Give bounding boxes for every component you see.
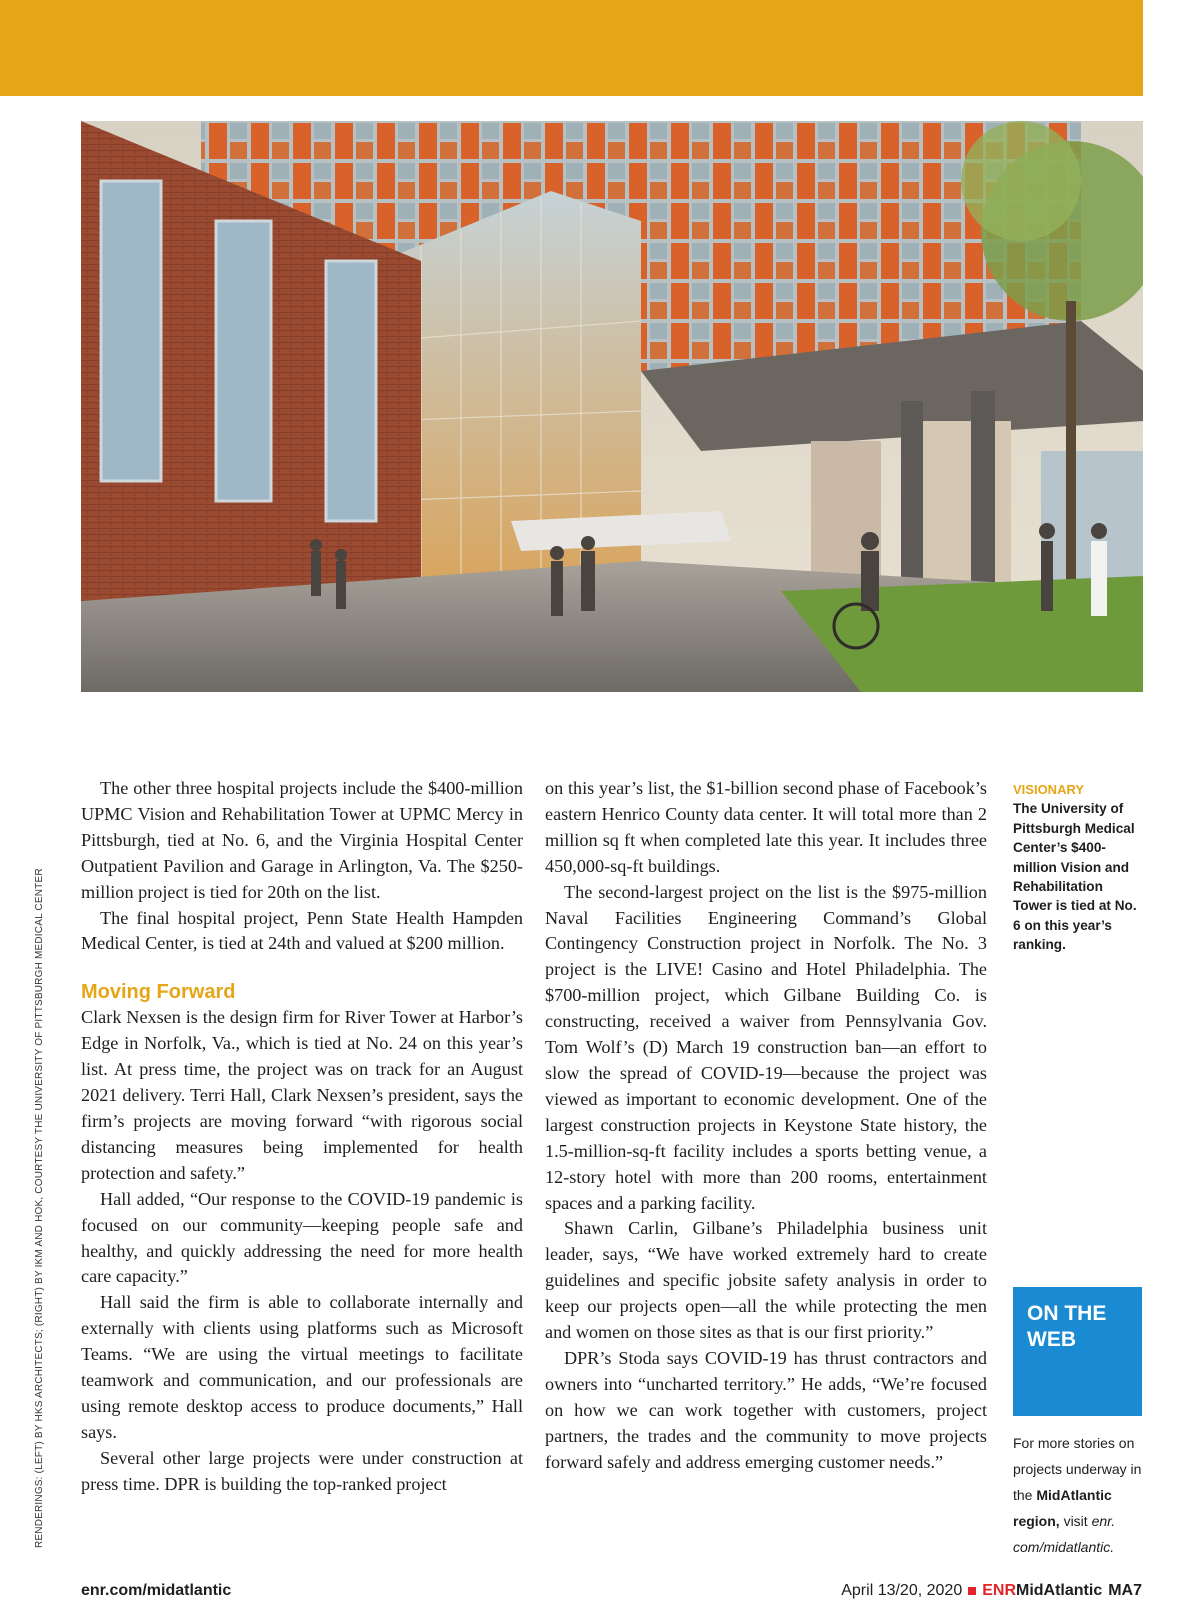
paragraph: Hall said the firm is able to collaborate internally and externally with clients using platforms such as Microsoft Teams. “We are using the virtual meetings to facilitate teamwork and communication, and our professionals are using remote desktop access to produce documents,” Hall says. <box>81 1292 523 1442</box>
photo-credit: RENDERINGS: (LEFT) BY HKS ARCHITECTS; (RIGHT) BY IKM AND HOK, COURTESY THE UNIVERSITY OF PITTSBURGH MEDICAL CENTER <box>34 868 45 1548</box>
footer-date: April 13/20, 2020 <box>841 1582 963 1599</box>
on-the-web-title-line2: WEB <box>1027 1328 1076 1351</box>
footer-brand <box>982 1582 1102 1600</box>
footer-brand-enr: ENR <box>982 1582 1016 1599</box>
footer-url: enr.com/midatlantic <box>81 1582 232 1599</box>
paragraph: Several other large projects were under construction at press time. DPR is building the top-ranked project <box>81 1447 523 1494</box>
on-the-web-box <box>1013 1287 1142 1416</box>
on-the-web-intro: For more stories on projects underway in the <box>1013 1435 1142 1503</box>
paragraph: The second-largest project on the list is the $975-million Naval Facilities Engineering Command’s Global Contingency Construction project in Norfolk. The No. 3 project is the LIVE! Casino and Hotel Philadelphia. The $700-million project, which Gilbane Building Co. is constructing, received a waiver from Pennsylvania Gov. Tom Wolf’s (D) March 19 construction ban—an effort to slow the spread of COVID-19—because the project was viewed as important to economic development. One of the largest construction projects in Keystone State history, the 1.5-million-sq-ft facility includes a sports betting venue, a 12-story hotel with more than 200 rooms, entertainment spaces and a parking facility. <box>545 881 987 1213</box>
article-column-1 <box>81 776 523 1498</box>
on-the-web-visit: visit <box>1063 1513 1088 1529</box>
footer-folio <box>841 1582 1142 1600</box>
on-the-web-title-line1: ON THE <box>1027 1302 1107 1325</box>
paragraph: The final hospital project, Penn State Health Hampden Medical Center, is tied at 24th and valued at $200 million. <box>81 907 523 954</box>
photo-caption <box>1013 780 1141 955</box>
paragraph: Shawn Carlin, Gilbane’s Philadelphia business unit leader, says, “We have worked extremely hard to create guidelines and specific jobsite safety analysis in order to keep our projects open—all the while protecting the men and women on those sites as that is our first priority.” <box>545 1218 987 1343</box>
top-color-band <box>0 0 1143 96</box>
red-square-icon <box>968 1587 976 1595</box>
on-the-web-text <box>1013 1430 1143 1560</box>
paragraph: The other three hospital projects include the $400-million UPMC Vision and Rehabilitation Tower at UPMC Mercy in Pittsburgh, tied at No. 6, and the Virginia Hospital Center Outpatient Pavilion and Garage in Arlington, Va. The $250-million project is tied for 20th on the list. <box>81 778 523 902</box>
article-column-2 <box>545 776 987 1475</box>
footer-brand-region: MidAtlantic <box>1016 1582 1103 1599</box>
paragraph: on this year’s list, the $1-billion second phase of Facebook’s eastern Henrico County data center. It will total more than 2 million sq ft when completed late this year. It includes three 450,000-sq-ft buildings. <box>545 778 987 876</box>
paragraph: DPR’s Stoda says COVID-19 has thrust contractors and owners into “uncharted territory.” He adds, “We’re focused on how we can work together with customers, project partners, the trades and the community to move projects forward safely and address emerging customer needs.” <box>545 1347 987 1472</box>
hero-rendering-image <box>81 121 1143 692</box>
on-the-web-link[interactable]: enr. com/midatlantic. <box>1013 1513 1116 1555</box>
caption-kicker: VISIONARY <box>1013 782 1085 797</box>
footer-page-number: MA7 <box>1108 1582 1142 1599</box>
on-the-web-region: MidAtlantic region, <box>1013 1487 1112 1529</box>
caption-text: The University of Pittsburgh Medical Center’s $400-million Vision and Rehabilitation Tower is tied at No. 6 on this year’s ranking. <box>1013 801 1137 953</box>
paragraph: Clark Nexsen is the design firm for River Tower at Harbor’s Edge in Norfolk, Va., which is tied at No. 24 on this year’s list. At press time, the project was on track for an August 2021 delivery. Terri Hall, Clark Nexsen’s president, says the firm’s projects are moving forward “with rigorous social distancing measures being implemented for health protection and safety.” <box>81 1007 523 1183</box>
paragraph: Hall added, “Our response to the COVID-19 pandemic is focused on our community—keeping people safe and healthy, and quickly addressing the need for more health care capacity.” <box>81 1188 523 1287</box>
section-subhead: Moving Forward <box>81 981 236 1004</box>
